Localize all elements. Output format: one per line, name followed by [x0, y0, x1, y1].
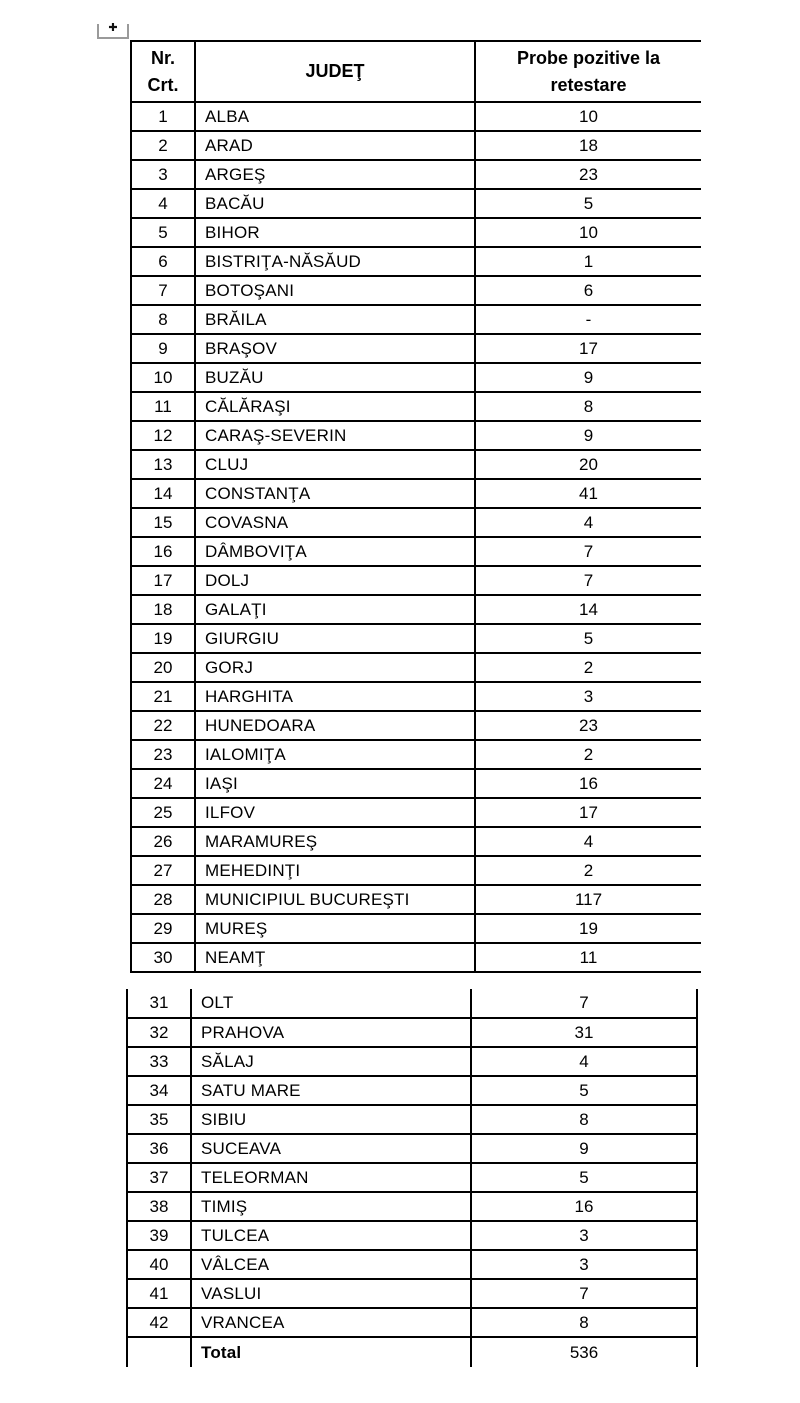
table-row: [131, 827, 701, 856]
header-cell-value: [475, 41, 701, 102]
county-name-cell: BOTOŞANI: [195, 276, 475, 305]
header-value-line2: retestare: [550, 74, 627, 95]
row-number-cell: 7: [131, 276, 195, 305]
row-number-cell: 16: [131, 537, 195, 566]
county-name-cell: GORJ: [195, 653, 475, 682]
table-header: [131, 41, 701, 102]
table-row: [131, 363, 701, 392]
table-row: [131, 218, 701, 247]
value-cell: 9: [471, 1134, 697, 1163]
county-name-cell: BIHOR: [195, 218, 475, 247]
row-number-cell: 12: [131, 421, 195, 450]
row-number-cell: 14: [131, 479, 195, 508]
county-name-cell: BISTRIŢA-NĂSĂUD: [195, 247, 475, 276]
value-cell: 6: [475, 276, 701, 305]
header-value-line1: Probe pozitive la: [516, 48, 661, 69]
table-row: [131, 682, 701, 711]
table-row: [131, 334, 701, 363]
table-row: [131, 537, 701, 566]
row-number-cell: 25: [131, 798, 195, 827]
value-cell: 23: [475, 711, 701, 740]
value-cell: 17: [475, 798, 701, 827]
county-name-cell: ALBA: [195, 102, 475, 131]
county-name-cell: ARGEŞ: [195, 160, 475, 189]
table-row: [131, 276, 701, 305]
row-number-cell: 18: [131, 595, 195, 624]
table-row: [127, 1018, 697, 1047]
table1-body: [131, 102, 701, 972]
county-name-cell: DÂMBOVIŢA: [195, 537, 475, 566]
header-nr-line1: Nr.: [150, 48, 175, 69]
row-number-cell: 37: [127, 1163, 191, 1192]
table-row: [127, 1279, 697, 1308]
county-name-cell: VRANCEA: [191, 1308, 471, 1337]
table-row: [131, 479, 701, 508]
value-cell: 2: [475, 856, 701, 885]
table-row: [131, 798, 701, 827]
county-name-cell: ILFOV: [195, 798, 475, 827]
row-number-cell: 42: [127, 1308, 191, 1337]
row-number-cell: 24: [131, 769, 195, 798]
county-name-cell: BRAŞOV: [195, 334, 475, 363]
county-name-cell: CARAŞ-SEVERIN: [195, 421, 475, 450]
value-cell: 23: [475, 160, 701, 189]
county-name-cell: IAŞI: [195, 769, 475, 798]
row-number-cell: 2: [131, 131, 195, 160]
county-name-cell: OLT: [191, 989, 471, 1018]
row-number-cell: 19: [131, 624, 195, 653]
table-row: [131, 421, 701, 450]
county-name-cell: PRAHOVA: [191, 1018, 471, 1047]
row-number-cell: 17: [131, 566, 195, 595]
county-name-cell: SĂLAJ: [191, 1047, 471, 1076]
value-cell: 19: [475, 914, 701, 943]
table-row: [131, 711, 701, 740]
value-cell: 2: [475, 653, 701, 682]
row-number-cell: 3: [131, 160, 195, 189]
value-cell: 31: [471, 1018, 697, 1047]
table-row: [127, 1221, 697, 1250]
total-label-cell: Total: [191, 1337, 471, 1367]
row-number-cell: 27: [131, 856, 195, 885]
table-row: [127, 1192, 697, 1221]
row-number-cell: 31: [127, 989, 191, 1018]
table-row: [127, 1134, 697, 1163]
county-name-cell: TULCEA: [191, 1221, 471, 1250]
table-row: [127, 1250, 697, 1279]
table-row: [131, 943, 701, 972]
value-cell: 3: [471, 1221, 697, 1250]
table-row: [131, 160, 701, 189]
county-name-cell: DOLJ: [195, 566, 475, 595]
value-cell: 8: [471, 1105, 697, 1134]
move-handle-glyph: ✚: [108, 22, 118, 34]
value-cell: 7: [475, 566, 701, 595]
table-row: [127, 1308, 697, 1337]
table-row: [131, 885, 701, 914]
value-cell: 7: [471, 989, 697, 1018]
counties-table-part2: [126, 989, 698, 1367]
row-number-cell: 28: [131, 885, 195, 914]
row-number-cell: 11: [131, 392, 195, 421]
value-cell: 117: [475, 885, 701, 914]
value-cell: 10: [475, 218, 701, 247]
total-value-cell: 536: [471, 1337, 697, 1367]
county-name-cell: GIURGIU: [195, 624, 475, 653]
value-cell: 9: [475, 421, 701, 450]
county-name-cell: BRĂILA: [195, 305, 475, 334]
table-row: [131, 102, 701, 131]
value-cell: 4: [475, 827, 701, 856]
table2-footer: [127, 1337, 697, 1367]
value-cell: 7: [471, 1279, 697, 1308]
table-row: [127, 1163, 697, 1192]
header-cell-judet: JUDEŢ: [195, 41, 475, 102]
county-name-cell: MUNICIPIUL BUCUREŞTI: [195, 885, 475, 914]
value-cell: 18: [475, 131, 701, 160]
total-row: [127, 1337, 697, 1367]
county-name-cell: TIMIŞ: [191, 1192, 471, 1221]
value-cell: 20: [475, 450, 701, 479]
value-cell: 3: [475, 682, 701, 711]
row-number-cell: 8: [131, 305, 195, 334]
row-number-cell: 15: [131, 508, 195, 537]
value-cell: 7: [475, 537, 701, 566]
value-cell: 17: [475, 334, 701, 363]
value-cell: 16: [471, 1192, 697, 1221]
county-name-cell: TELEORMAN: [191, 1163, 471, 1192]
value-cell: 3: [471, 1250, 697, 1279]
table-row: [127, 1105, 697, 1134]
table-row: [131, 566, 701, 595]
row-number-cell: 21: [131, 682, 195, 711]
value-cell: 5: [471, 1076, 697, 1105]
table-row: [131, 392, 701, 421]
row-number-cell: 29: [131, 914, 195, 943]
counties-table-part1: [130, 40, 701, 973]
table-row: [131, 131, 701, 160]
table-row: [127, 1047, 697, 1076]
value-cell: 4: [471, 1047, 697, 1076]
row-number-cell: 13: [131, 450, 195, 479]
county-name-cell: MUREŞ: [195, 914, 475, 943]
row-number-cell: 40: [127, 1250, 191, 1279]
row-number-cell: 26: [131, 827, 195, 856]
table-row: [127, 989, 697, 1018]
county-name-cell: COVASNA: [195, 508, 475, 537]
row-number-cell: 36: [127, 1134, 191, 1163]
table2-body: [127, 989, 697, 1337]
row-number-cell: 38: [127, 1192, 191, 1221]
table-move-handle-icon[interactable]: [97, 24, 129, 39]
county-name-cell: VÂLCEA: [191, 1250, 471, 1279]
county-name-cell: MARAMUREŞ: [195, 827, 475, 856]
value-cell: 16: [475, 769, 701, 798]
table-row: [131, 653, 701, 682]
row-number-cell: 41: [127, 1279, 191, 1308]
row-number-cell: 10: [131, 363, 195, 392]
row-number-cell: 6: [131, 247, 195, 276]
value-cell: 2: [475, 740, 701, 769]
county-name-cell: ARAD: [195, 131, 475, 160]
header-nr-line2: Crt.: [147, 74, 179, 95]
row-number-cell: 30: [131, 943, 195, 972]
table-row: [131, 305, 701, 334]
table-row: [127, 1076, 697, 1105]
row-number-cell: 1: [131, 102, 195, 131]
value-cell: 1: [475, 247, 701, 276]
value-cell: 9: [475, 363, 701, 392]
row-number-cell: 20: [131, 653, 195, 682]
value-cell: 5: [471, 1163, 697, 1192]
row-number-cell: 5: [131, 218, 195, 247]
table-row: [131, 189, 701, 218]
value-cell: 4: [475, 508, 701, 537]
county-name-cell: IALOMIŢA: [195, 740, 475, 769]
table-row: [131, 856, 701, 885]
county-name-cell: NEAMŢ: [195, 943, 475, 972]
county-name-cell: CONSTANŢA: [195, 479, 475, 508]
county-name-cell: CLUJ: [195, 450, 475, 479]
county-name-cell: SIBIU: [191, 1105, 471, 1134]
table-row: [131, 508, 701, 537]
county-name-cell: GALAŢI: [195, 595, 475, 624]
row-number-cell: 35: [127, 1105, 191, 1134]
county-name-cell: MEHEDINŢI: [195, 856, 475, 885]
value-cell: 8: [475, 392, 701, 421]
value-cell: 14: [475, 595, 701, 624]
value-cell: 5: [475, 189, 701, 218]
table-row: [131, 740, 701, 769]
county-name-cell: HARGHITA: [195, 682, 475, 711]
value-cell: 8: [471, 1308, 697, 1337]
county-name-cell: BACĂU: [195, 189, 475, 218]
county-name-cell: VASLUI: [191, 1279, 471, 1308]
value-cell: 10: [475, 102, 701, 131]
table-row: [131, 914, 701, 943]
row-number-cell: 39: [127, 1221, 191, 1250]
table-row: [131, 624, 701, 653]
row-number-cell: 9: [131, 334, 195, 363]
row-number-cell: 32: [127, 1018, 191, 1047]
value-cell: 41: [475, 479, 701, 508]
header-cell-nr-crt: [131, 41, 195, 102]
table-header-row: [131, 41, 701, 102]
county-name-cell: CĂLĂRAŞI: [195, 392, 475, 421]
value-cell: -: [475, 305, 701, 334]
table-row: [131, 595, 701, 624]
total-empty-cell: [127, 1337, 191, 1367]
row-number-cell: 34: [127, 1076, 191, 1105]
value-cell: 11: [475, 943, 701, 972]
table-row: [131, 769, 701, 798]
row-number-cell: 4: [131, 189, 195, 218]
row-number-cell: 22: [131, 711, 195, 740]
county-name-cell: SUCEAVA: [191, 1134, 471, 1163]
value-cell: 5: [475, 624, 701, 653]
table-row: [131, 247, 701, 276]
table-row: [131, 450, 701, 479]
county-name-cell: BUZĂU: [195, 363, 475, 392]
county-name-cell: HUNEDOARA: [195, 711, 475, 740]
row-number-cell: 23: [131, 740, 195, 769]
county-name-cell: SATU MARE: [191, 1076, 471, 1105]
row-number-cell: 33: [127, 1047, 191, 1076]
